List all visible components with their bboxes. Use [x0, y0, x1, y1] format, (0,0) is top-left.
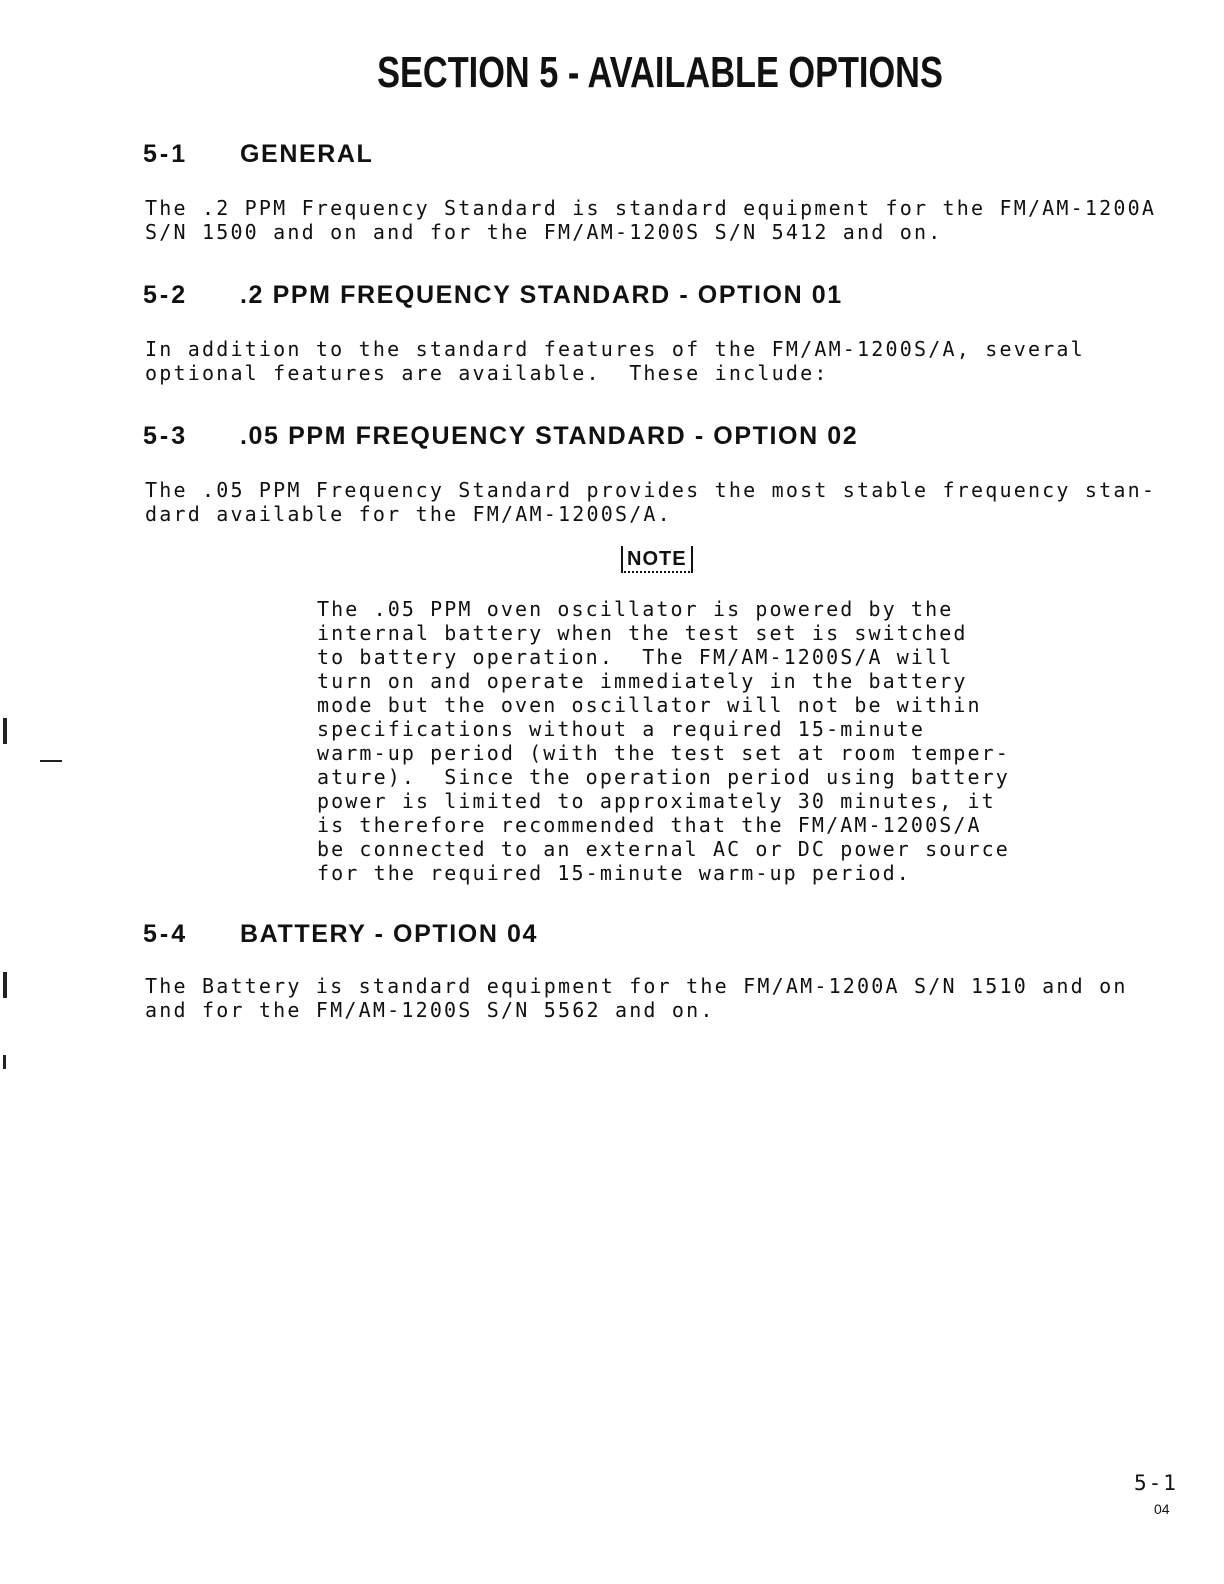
note-label: NOTE: [621, 546, 693, 573]
revision-code: 04: [1154, 1501, 1170, 1517]
margin-tick-mark: [40, 760, 62, 762]
section-heading-5-4: [143, 920, 538, 949]
section-body-5-1: The .2 PPM Frequency Standard is standard equipment for the FM/AM-1200A S/N 1500 and on and for the FM/AM-1200S S/N 5412 and on.: [145, 196, 1157, 244]
section-heading-5-1: [143, 140, 373, 169]
page-number: 5-1: [1134, 1471, 1178, 1495]
section-number: 5-1: [143, 140, 189, 168]
section-number: 5-3: [143, 422, 189, 450]
binder-mark: [3, 972, 7, 998]
binder-mark: [3, 1055, 6, 1069]
section-title: GENERAL: [240, 140, 374, 168]
section-title: .2 PPM FREQUENCY STANDARD - OPTION 01: [240, 281, 843, 309]
section-number: 5-4: [143, 920, 189, 948]
section-title: BATTERY - OPTION 04: [240, 920, 539, 948]
note-body: The .05 PPM oven oscillator is powered by the internal battery when the test set is switched to battery operation. The FM/AM-1200S/A will turn on and operate immediately in the battery mode but the oven oscillator will not be within specifications without a required 15-minute warm-up period (with the test set at room temper- ature). Since the operation period using battery power is limited to approximately 30 minutes, it is therefore recommended that the FM/AM-1200S/A be connected to an external AC or DC power source for the required 15-minute warm-up period.: [317, 597, 1010, 885]
section-heading-5-2: [143, 281, 843, 310]
page-title: SECTION 5 - AVAILABLE OPTIONS: [377, 48, 943, 97]
section-title: .05 PPM FREQUENCY STANDARD - OPTION 02: [240, 422, 859, 450]
section-number: 5-2: [143, 281, 189, 309]
section-body-5-4: The Battery is standard equipment for the FM/AM-1200A S/N 1510 and on and for the FM/AM-1200S S/N 5562 and on.: [145, 974, 1128, 1022]
section-heading-5-3: [143, 422, 858, 451]
section-body-5-2: In addition to the standard features of the FM/AM-1200S/A, several optional features are available. These include:: [145, 337, 1085, 385]
section-body-5-3: The .05 PPM Frequency Standard provides the most stable frequency stan- dard available for the FM/AM-1200S/A.: [145, 478, 1157, 526]
binder-mark: [3, 718, 7, 744]
